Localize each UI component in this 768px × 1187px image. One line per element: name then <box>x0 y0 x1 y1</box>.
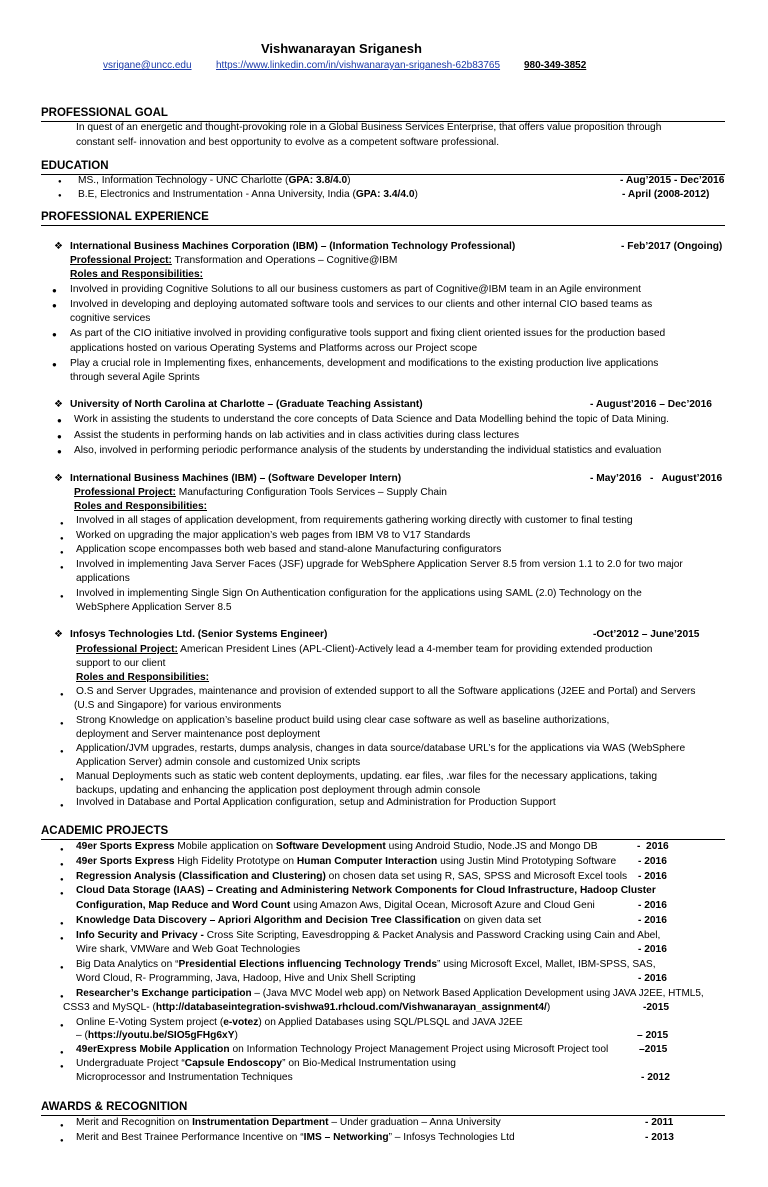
bullet-icon: ● <box>60 777 64 783</box>
bullet-icon: ● <box>60 936 64 942</box>
section-title-awards: AWARDS & RECOGNITION <box>41 1101 188 1113</box>
bullet-icon: ● <box>52 301 57 310</box>
bullet-icon: ● <box>60 1138 64 1144</box>
academic-project: Cloud Data Storage (IAAS) – Creating and Administering Network Components for Cloud Infrastructure, Hadoop Cluster <box>76 885 656 896</box>
job-date: - August’2016 – Dec’2016 <box>590 399 712 410</box>
section-rule <box>41 225 725 226</box>
job-project: Professional Project: Transformation and Operations – Cognitive@IBM <box>70 255 398 266</box>
responsibility-cont: Application Server) admin console and customized Unix scripts <box>76 757 361 768</box>
bullet-icon: ● <box>60 862 64 868</box>
job-date: - May’2016 - August’2016 <box>590 473 723 484</box>
job-project: Professional Project: Manufacturing Configuration Tools Services – Supply Chain <box>74 487 447 498</box>
academic-project: Big Data Analytics on “Presidential Elections influencing Technology Trends” using Microsoft Excel, Mallet, IBM-SPSS, SAS, <box>76 959 656 970</box>
roles-label: Roles and Responsibilities: <box>76 672 210 683</box>
bullet-icon: ● <box>52 286 57 295</box>
bullet-icon: ● <box>60 891 64 897</box>
bullet-icon: ● <box>52 360 57 369</box>
responsibility: Involved in all stages of application development, from requirements gathering working directly with customer to final testing <box>76 515 633 526</box>
responsibility: O.S and Server Upgrades, maintenance and provision of extended support to all the Software applications (J2EE and Portal) and Servers <box>76 686 696 697</box>
responsibility: Assist the students in performing hands on lab activities and in class activities during class lectures <box>74 430 520 441</box>
academic-project: Online E-Voting System project (e-votez) on Applied Databases using SQL/PLSQL and JAVA J2EE <box>76 1017 523 1028</box>
project-year: - 2016 <box>638 900 667 911</box>
responsibility: Worked on upgrading the major application’s web pages from IBM V8 to V17 Standards <box>76 530 471 541</box>
academic-project: 49er Sports Express Mobile application on Software Development using Android Studio, Node.JS and Mongo DB <box>76 841 598 852</box>
bullet-icon: ● <box>60 994 64 1000</box>
project-year: - 2012 <box>641 1072 670 1083</box>
bullet-icon: ● <box>57 432 62 441</box>
job-heading: International Business Machines Corporation (IBM) – (Information Technology Professional) <box>70 241 516 252</box>
bullet-icon: ● <box>60 550 64 556</box>
bullet-icon: ● <box>60 721 64 727</box>
project-year: –2015 <box>639 1044 668 1055</box>
responsibility: Involved in implementing Single Sign On Authentication configuration for the applications using SAML (2.0) Technology on the <box>76 588 642 599</box>
academic-project: Undergraduate Project “Capsule Endoscopy” on Bio-Medical Instrumentation using <box>76 1058 456 1069</box>
job-project: Professional Project: American President Lines (APL-Client)-Actively lead a 4-member team for providing extended production <box>76 644 653 655</box>
goal-line: constant self- innovation and best opportunity to evolve as a competent software professional. <box>76 137 500 148</box>
academic-project-cont: Wire shark, VMWare and Web Goat Technologies <box>76 944 301 955</box>
bullet-icon: ● <box>60 1050 64 1056</box>
award-year: - 2011 <box>645 1117 674 1128</box>
responsibility: Work in assisting the students to understand the core concepts of Data Science and Data Modelling behind the topic of Data Mining. <box>74 414 669 425</box>
education-item: MS., Information Technology - UNC Charlotte (GPA: 3.8/4.0) <box>78 175 351 186</box>
section-title-goal: PROFESSIONAL GOAL <box>41 107 168 119</box>
education-date: - Aug’2015 - Dec’2016 <box>620 175 725 186</box>
responsibility: Play a crucial role in Implementing fixes, enhancements, development and modifications to the existing production live applications <box>70 358 659 369</box>
award-year: - 2013 <box>645 1132 674 1143</box>
bullet-icon: ● <box>60 847 64 853</box>
academic-project: 49er Sports Express High Fidelity Prototype on Human Computer Interaction using Justin Mind Prototyping Software <box>76 856 617 867</box>
responsibility-cont: applications hosted on various Operating Systems and Platforms across our Project scope <box>70 343 478 354</box>
responsibility-cont: WebSphere Application Server 8.5 <box>76 602 232 613</box>
project-year: - 2016 <box>638 973 667 984</box>
responsibility: Involved in developing and deploying automated software tools and services to our clients and other internal CIO based teams as <box>70 299 653 310</box>
job-date: -Oct’2012 – June’2015 <box>593 629 700 640</box>
academic-project-cont: CSS3 and MySQL- (http://databaseintegration-svishwa91.rhcloud.com/Vishwanarayan_assignment4/) <box>63 1002 551 1013</box>
responsibility: Manual Deployments such as static web content deployments, updating. ear files, .war files for the necessary applications, taking <box>76 771 657 782</box>
candidate-name: Vishwanarayan Sriganesh <box>261 41 422 56</box>
project-year: - 2016 <box>638 915 667 926</box>
responsibility-cont: cognitive services <box>70 313 151 324</box>
job-date: - Feb’2017 (Ongoing) <box>621 241 723 252</box>
project-year: - 2016 <box>638 871 667 882</box>
bullet-icon: ● <box>60 521 64 527</box>
bullet-icon: ● <box>57 416 62 425</box>
bullet-icon: ● <box>52 330 57 339</box>
academic-project-cont: Configuration, Map Reduce and Word Count using Amazon Aws, Digital Ocean, Microsoft Azure and Cloud Geni <box>76 900 595 911</box>
project-year: -2015 <box>643 1002 670 1013</box>
award-item: Merit and Best Trainee Performance Incentive on “IMS – Networking” – Infosys Technologies Ltd <box>76 1132 515 1143</box>
project-year: – 2015 <box>637 1030 669 1041</box>
diamond-bullet-icon: ❖ <box>54 473 63 484</box>
project-year: - 2016 <box>638 944 667 955</box>
roles-label: Roles and Responsibilities: <box>74 501 208 512</box>
diamond-bullet-icon: ❖ <box>54 241 63 252</box>
responsibility: Also, involved in performing periodic performance analysis of the students by understanding the individual statistics and evaluation <box>74 445 662 456</box>
bullet-icon: ● <box>60 536 64 542</box>
responsibility: Involved in Database and Portal Application configuration, setup and Administration for Production Support <box>76 797 556 808</box>
responsibility: Application/JVM upgrades, restarts, dumps analysis, changes in data source/database URL’s for the applications via WAS (WebSphere <box>76 743 686 754</box>
academic-project: Researcher’s Exchange participation – (Java MVC Model web app) on Network Based Application Development using JAVA J2EE, HTML5, <box>76 988 704 999</box>
bullet-icon: ● <box>58 179 62 185</box>
responsibility: Application scope encompasses both web based and stand-alone Manufacturing configurators <box>76 544 502 555</box>
section-title-education: EDUCATION <box>41 160 109 172</box>
bullet-icon: ● <box>60 921 64 927</box>
academic-project-cont: Word Cloud, R- Programming, Java, Hadoop, Hive and Unix Shell Scripting <box>76 973 416 984</box>
academic-project: Knowledge Data Discovery – Apriori Algorithm and Decision Tree Classification on given data set <box>76 915 542 926</box>
academic-project-cont: Microprocessor and Instrumentation Techniques <box>76 1072 293 1083</box>
award-item: Merit and Recognition on Instrumentation Department – Under graduation – Anna University <box>76 1117 501 1128</box>
bullet-icon: ● <box>58 193 62 199</box>
bullet-icon: ● <box>60 565 64 571</box>
roles-label: Roles and Responsibilities: <box>70 269 204 280</box>
bullet-icon: ● <box>60 692 64 698</box>
academic-project: Info Security and Privacy - Cross Site Scripting, Eavesdropping & Packet Analysis and Password Cracking using Cain and Abel, <box>76 930 661 941</box>
linkedin-link[interactable]: https://www.linkedin.com/in/vishwanarayan-sriganesh-62b83765 <box>216 60 501 71</box>
bullet-icon: ● <box>60 1064 64 1070</box>
job-project-cont: support to our client <box>76 658 166 669</box>
responsibility-cont: (U.S and Singapore) for various environments <box>74 700 282 711</box>
project-year: - 2016 <box>638 856 667 867</box>
responsibility-cont: applications <box>76 573 130 584</box>
bullet-icon: ● <box>60 749 64 755</box>
responsibility-cont: deployment and Server maintenance post deployment <box>76 729 321 740</box>
bullet-icon: ● <box>60 1023 64 1029</box>
job-heading: University of North Carolina at Charlotte – (Graduate Teaching Assistant) <box>70 399 423 410</box>
academic-project-cont: – (https://youtu.be/SIO5gFHg6xY) <box>76 1030 238 1041</box>
diamond-bullet-icon: ❖ <box>54 399 63 410</box>
section-title-experience: PROFESSIONAL EXPERIENCE <box>41 211 209 223</box>
email-link[interactable]: vsrigane@uncc.edu <box>103 60 192 71</box>
bullet-icon: ● <box>60 877 64 883</box>
diamond-bullet-icon: ❖ <box>54 629 63 640</box>
bullet-icon: ● <box>57 447 62 456</box>
responsibility: Involved in implementing Java Server Faces (JSF) upgrade for WebSphere Application Server 8.5 from version 1.1 to 2.0 for two major <box>76 559 683 570</box>
job-heading: Infosys Technologies Ltd. (Senior Systems Engineer) <box>70 629 328 640</box>
bullet-icon: ● <box>60 965 64 971</box>
responsibility-cont: through several Agile Sprints <box>70 372 200 383</box>
bullet-icon: ● <box>60 1123 64 1129</box>
responsibility: Involved in providing Cognitive Solutions to all our business customers as part of Cognitive@IBM team in an Agile environment <box>70 284 641 295</box>
bullet-icon: ● <box>60 803 64 809</box>
responsibility: As part of the CIO initiative involved in providing configurative tools support and fixing client oriented issues for the production based <box>70 328 666 339</box>
responsibility-cont: backups, updating and enhancing the application post deployment through admin console <box>76 785 481 796</box>
bullet-icon: ● <box>60 594 64 600</box>
responsibility: Strong Knowledge on application’s baseline product build using clear case software as well as baseline authorizations, <box>76 715 610 726</box>
academic-project: 49erExpress Mobile Application on Information Technology Project Management Project using Microsoft Project tool <box>76 1044 609 1055</box>
goal-line: In quest of an energetic and thought-provoking role in a Global Business Services Enterprise, that offers value proposition through <box>76 122 662 133</box>
project-year: - 2016 <box>637 841 669 852</box>
academic-project: Regression Analysis (Classification and Clustering) on chosen data set using R, SAS, SPSS and Microsoft Excel tools <box>76 871 628 882</box>
phone-number: 980-349-3852 <box>524 60 587 71</box>
education-item: B.E, Electronics and Instrumentation - Anna University, India (GPA: 3.4/4.0) <box>78 189 418 200</box>
education-date: - April (2008-2012) <box>622 189 710 200</box>
section-title-academic: ACADEMIC PROJECTS <box>41 825 169 837</box>
job-heading: International Business Machines (IBM) – (Software Developer Intern) <box>70 473 402 484</box>
